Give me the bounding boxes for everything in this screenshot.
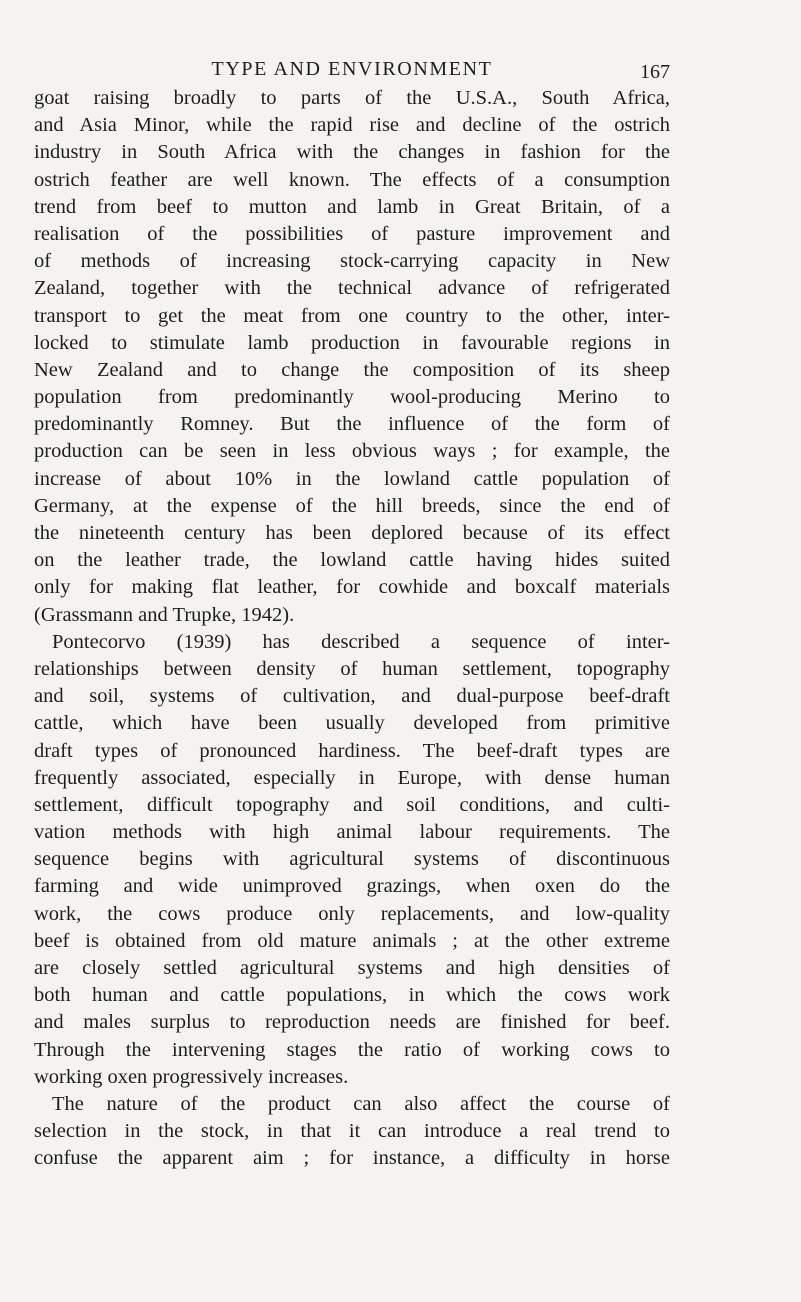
- text-line: trend from beef to mutton and lamb in Great Britain, of a: [34, 195, 670, 218]
- running-title: TYPE AND ENVIRONMENT: [211, 58, 493, 80]
- text-line: on the leather trade, the lowland cattle having hides suited: [34, 549, 670, 572]
- text-line: (Grassmann and Trupke, 1942).: [34, 603, 295, 626]
- text-line: Zealand, together with the technical advance of refrigerated: [34, 277, 670, 300]
- text-line: relationships between density of human settlement, topography: [34, 657, 670, 680]
- text-line: selection in the stock, in that it can introduce a real trend to: [34, 1120, 670, 1143]
- text-line: goat raising broadly to parts of the U.S.A., South Africa,: [34, 87, 670, 109]
- text-line: and soil, systems of cultivation, and dual-purpose beef-draft: [34, 685, 670, 708]
- text-line: industry in South Africa with the changes in fashion for the: [34, 141, 670, 164]
- page-number: 167: [640, 61, 670, 83]
- paragraph-1: [34, 85, 670, 629]
- text-line: cattle, which have been usually developed from primitive: [34, 712, 670, 735]
- text-line: settlement, difficult topography and soil conditions, and culti-: [34, 793, 670, 816]
- text-line: of methods of increasing stock-carrying capacity in New: [34, 250, 670, 273]
- text-line: transport to get the meat from one country to the other, inter-: [34, 304, 670, 327]
- text-line: farming and wide unimproved grazings, when oxen do the: [34, 875, 670, 898]
- text-line: The nature of the product can also affect the course of: [52, 1092, 670, 1115]
- text-line: ostrich feather are well known. The effects of a consumption: [34, 168, 670, 191]
- text-line: Through the intervening stages the ratio of working cows to: [34, 1038, 670, 1061]
- text-line: are closely settled agricultural systems and high densities of: [34, 957, 670, 979]
- text-line: draft types of pronounced hardiness. The beef-draft types are: [34, 739, 670, 762]
- text-line: both human and cattle populations, in which the cows work: [34, 984, 670, 1007]
- text-line: and Asia Minor, while the rapid rise and decline of the ostrich: [34, 114, 670, 137]
- text-line: realisation of the possibilities of pasture improvement and: [34, 222, 670, 245]
- text-line: locked to stimulate lamb production in favourable regions in: [34, 331, 670, 354]
- text-line: production can be seen in less obvious ways ; for example, the: [34, 440, 670, 463]
- text-line: only for making flat leather, for cowhide and boxcalf materials: [34, 576, 670, 599]
- text-line: population from predominantly wool-producing Merino to: [34, 386, 670, 409]
- text-line: sequence begins with agricultural systems of discontinuous: [34, 848, 670, 871]
- text-line: Germany, at the expense of the hill breeds, since the end of: [34, 494, 670, 517]
- text-line: work, the cows produce only replacements, and low-quality: [34, 902, 670, 925]
- text-line: beef is obtained from old mature animals ; at the other extreme: [34, 929, 670, 952]
- text-line: and males surplus to reproduction needs are finished for beef.: [34, 1011, 670, 1034]
- text-line: working oxen progressively increases.: [34, 1065, 349, 1088]
- text-line: the nineteenth century has been deplored because of its effect: [34, 522, 670, 544]
- text-line: increase of about 10% in the lowland cattle population of: [34, 467, 670, 490]
- text-line: predominantly Romney. But the influence of the form of: [34, 413, 670, 436]
- paragraph-2: [34, 629, 670, 1091]
- body-text: [34, 85, 670, 1173]
- text-line: vation methods with high animal labour requirements. The: [34, 821, 670, 844]
- text-line: Pontecorvo (1939) has described a sequence of inter-: [52, 630, 670, 653]
- text-line: frequently associated, especially in Europe, with dense human: [34, 766, 670, 789]
- paragraph-3: [34, 1091, 670, 1173]
- text-line: New Zealand and to change the composition of its sheep: [34, 358, 670, 381]
- running-head: [34, 54, 670, 84]
- text-line: confuse the apparent aim ; for instance, a difficulty in horse: [34, 1147, 670, 1170]
